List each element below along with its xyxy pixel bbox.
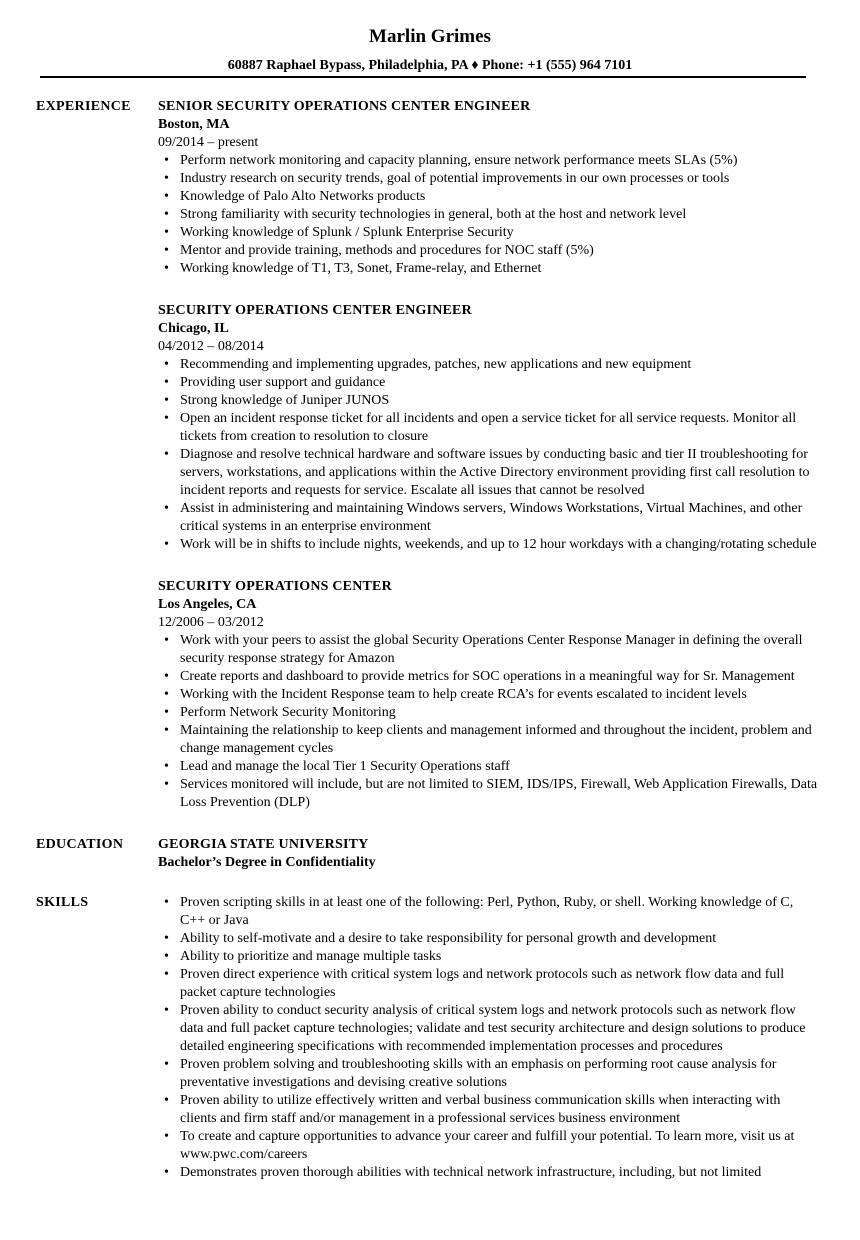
skills-body: [158, 894, 818, 1182]
education-body: [158, 836, 818, 872]
job-location: Boston, MA: [158, 117, 230, 132]
job-dates: 09/2014 – present: [158, 135, 259, 150]
job-title: SECURITY OPERATIONS CENTER ENGINEER: [158, 303, 472, 318]
bullet-item: • Industry research on security trends, goal of potential improvements in our own processes or tools: [180, 170, 818, 188]
resume-content: [0, 98, 860, 1182]
bullet-item: • Proven problem solving and troubleshooting skills with an emphasis on performing root cause analysis for preventative investigations and devising creative solutions: [180, 1056, 818, 1092]
bullet-item: • Maintaining the relationship to keep clients and management informed and throughout the incident, problem and change management cycles: [180, 722, 818, 758]
bullet-item: • Working knowledge of T1, T3, Sonet, Frame-relay, and Ethernet: [180, 260, 818, 278]
bullet-item: • Working with the Incident Response team to help create RCA’s for events escalated to incident levels: [180, 686, 818, 704]
bullet-item: • Working knowledge of Splunk / Splunk Enterprise Security: [180, 224, 818, 242]
bullet-item: • Work with your peers to assist the global Security Operations Center Response Manager in defining the overall security response strategy for Amazon: [180, 632, 818, 668]
job-entry: [158, 578, 818, 812]
job-bullets: [158, 356, 818, 554]
bullet-item: • Perform network monitoring and capacity planning, ensure network performance meets SLAs (5%): [180, 152, 818, 170]
school-name: GEORGIA STATE UNIVERSITY: [158, 837, 369, 852]
bullet-item: • Diagnose and resolve technical hardware and software issues by conducting basic and tier II troubleshooting for servers, workstations, and applications within the Active Directory environment providing first call resolution to incident reports and requests for service. Escalate all issues that cannot be resolved: [180, 446, 818, 500]
job-location: Chicago, IL: [158, 321, 229, 336]
job-dates: 04/2012 – 08/2014: [158, 339, 264, 354]
section-label-experience: EXPERIENCE: [36, 99, 131, 114]
skills-bullets: [158, 894, 818, 1182]
degree: Bachelor’s Degree in Confidentiality: [158, 855, 376, 870]
bullet-item: • Proven scripting skills in at least one of the following: Perl, Python, Ruby, or shell. Working knowledge of C, C++ or Java: [180, 894, 818, 930]
bullet-item: • Ability to self-motivate and a desire to take responsibility for personal growth and development: [180, 930, 818, 948]
education-section: [0, 836, 860, 872]
bullet-item: • Strong familiarity with security technologies in general, both at the host and network level: [180, 206, 818, 224]
bullet-item: • Open an incident response ticket for all incidents and open a service ticket for all service requests. Monitor all tickets from creation to resolution to closure: [180, 410, 818, 446]
bullet-item: • Knowledge of Palo Alto Networks products: [180, 188, 818, 206]
job-entry: [158, 302, 818, 554]
bullet-item: • Recommending and implementing upgrades, patches, new applications and new equipment: [180, 356, 818, 374]
job-dates: 12/2006 – 03/2012: [158, 615, 264, 630]
bullet-item: • Proven direct experience with critical system logs and network protocols such as network flow data and full packet capture technologies: [180, 966, 818, 1002]
section-label-skills: SKILLS: [36, 895, 89, 910]
resume-header: [0, 0, 860, 75]
bullet-item: • Assist in administering and maintaining Windows servers, Windows Workstations, Virtual Machines, and other critical systems in an enterprise environment: [180, 500, 818, 536]
job-title: SENIOR SECURITY OPERATIONS CENTER ENGINEER: [158, 99, 531, 114]
job-bullets: [158, 152, 818, 278]
header-divider: [40, 76, 806, 78]
bullet-item: • Perform Network Security Monitoring: [180, 704, 818, 722]
section-label-education: EDUCATION: [36, 837, 124, 852]
candidate-name: Marlin Grimes: [369, 26, 491, 47]
job-title: SECURITY OPERATIONS CENTER: [158, 579, 392, 594]
job-bullets: [158, 632, 818, 812]
bullet-item: • Services monitored will include, but are not limited to SIEM, IDS/IPS, Firewall, Web Application Firewalls, Data Loss Prevention (DLP): [180, 776, 818, 812]
bullet-item: • Mentor and provide training, methods and procedures for NOC staff (5%): [180, 242, 818, 260]
skills-section: [0, 894, 860, 1182]
bullet-item: • Ability to prioritize and manage multiple tasks: [180, 948, 818, 966]
bullet-item: • Work will be in shifts to include nights, weekends, and up to 12 hour workdays with a changing/rotating schedule: [180, 536, 818, 554]
bullet-item: • Lead and manage the local Tier 1 Security Operations staff: [180, 758, 818, 776]
job-location: Los Angeles, CA: [158, 597, 257, 612]
bullet-item: • To create and capture opportunities to advance your career and fulfill your potential. To learn more, visit us at www.pwc.com/careers: [180, 1128, 818, 1164]
bullet-item: • Proven ability to conduct security analysis of critical system logs and network protocols such as network flow data and full packet capture technologies; validate and test security architecture and design solutions to produce detailed engineering specifications with recommended implementation processes and procedures: [180, 1002, 818, 1056]
bullet-item: • Demonstrates proven thorough abilities with technical network infrastructure, including, but not limited: [180, 1164, 818, 1182]
experience-section: [0, 98, 860, 812]
bullet-item: • Create reports and dashboard to provide metrics for SOC operations in a meaningful way for Sr. Management: [180, 668, 818, 686]
job-entry: [158, 98, 818, 278]
bullet-item: • Strong knowledge of Juniper JUNOS: [180, 392, 818, 410]
bullet-item: • Providing user support and guidance: [180, 374, 818, 392]
experience-jobs: [158, 98, 818, 812]
bullet-item: • Proven ability to utilize effectively written and verbal business communication skills when interacting with clients and firm staff and/or management in a professional services business environment: [180, 1092, 818, 1128]
contact-line: 60887 Raphael Bypass, Philadelphia, PA ♦ Phone: +1 (555) 964 7101: [227, 58, 633, 73]
